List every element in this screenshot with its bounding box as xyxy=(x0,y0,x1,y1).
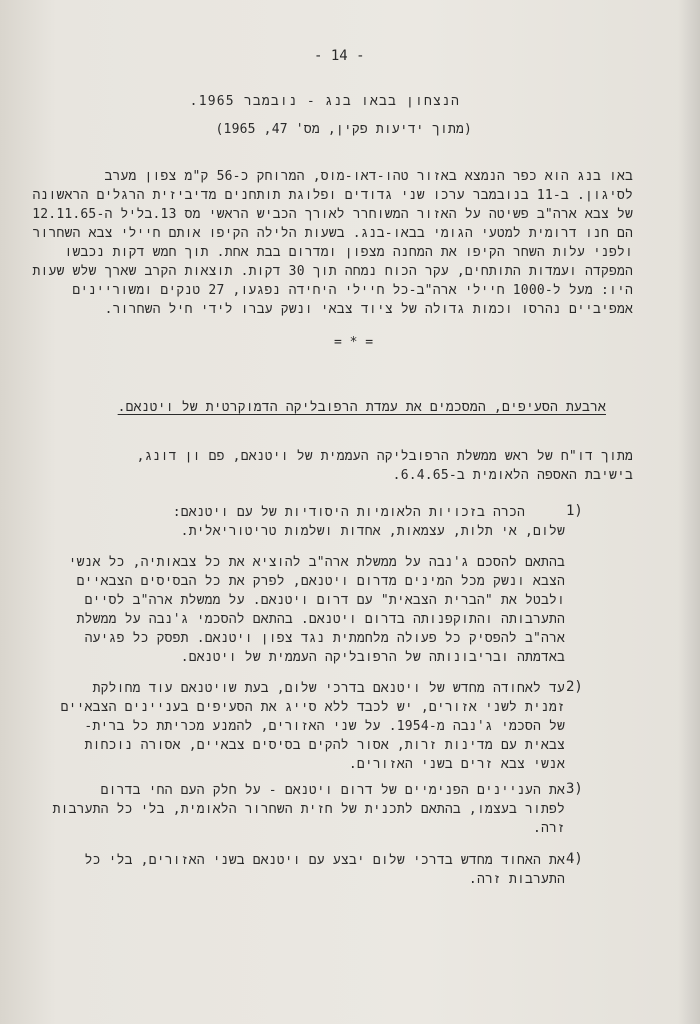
body-line: אמפיביים נהרסו וכמות גדולה של ציוד צבאי ונשק עברו לידי חיל השחרור. xyxy=(104,302,633,317)
point-line: ולבטל את "הברית הצבאית" עם דרום ויטנאם. על ממשלת ארה"ב לסיים xyxy=(84,593,565,608)
point-line: של הסכמי ג'נבה מ-1954. על שני האזורים, להמנע מכריתת כל ברית- xyxy=(84,719,565,734)
body-line: של צבא ארה"ב פשיטה על האזור המשוחרר לאורך הכביש הראשי מס 13.בליל ה-12.11.65 xyxy=(32,207,633,222)
page-shadow xyxy=(678,0,700,1024)
point-number: 1) xyxy=(566,503,583,519)
page-number: - 14 - xyxy=(314,48,365,64)
point-line: את העניינים הפנימיים של דרום ויטנאם - על חלק העם החי בדרום xyxy=(100,783,565,798)
point-line: התערבות זרה. xyxy=(468,872,565,887)
point-line: באדמתה ובריבונותה של הרפובליקה העממית של ויטנאם. xyxy=(180,650,565,665)
point-line: עד לאחודה מחדש של ויטנאם בדרכי שלום, בעת שויטנאם עוד מחולקת xyxy=(92,681,565,696)
point-line: אנשי צבא זרים בשני האזורים. xyxy=(348,757,565,772)
point-line: צבאית עם מדינות זרות, אסור להקים בסיסים צבאיים, אסורה נוכחות xyxy=(84,738,565,753)
intro-line: מתוך דו"ח של ראש ממשלת הרפובליקה העממית של ויטנאם, פם ון דונג, xyxy=(136,449,633,464)
point-line: לפתור בעצמו, בהתאם לתכנית של חזית השחרור הלאומית, בלי כל התערבות xyxy=(52,802,565,817)
body-line: ולפני עלות השחר הקיפו את המחנה מצפון ומדרום בבת אחת. תוך חמש דקות נכבשו xyxy=(64,245,633,260)
point-line: בהתאם להסכם ג'נבה על ממשלת ארה"ב להוציא את כל צבאותיה, כל אנשי xyxy=(68,555,565,570)
point-line: את האחוד מחדש בדרכי שלום יבצע עם ויטנאם בשני האזורים, בלי כל xyxy=(84,853,565,868)
point-number: 4) xyxy=(566,851,583,867)
intro-line: בישיבת האספה הלאומית ב-6.4.65. xyxy=(392,468,633,483)
point-number: 2) xyxy=(566,679,583,695)
body-line: באו בנג הוא כפר הנמצא באזור טהו-דאו-מוס, המרוחק כ-56 ק"מ צפון מערב xyxy=(104,169,633,184)
point-number: 3) xyxy=(566,781,583,797)
point-line: הצבא ונשק מכל המינים מדרום ויטנאם, לפרק את כל הבסיסים הצבאיים xyxy=(76,574,565,589)
point-line: התערבותה והתוקפנותה בדרום ויטנאם. בהתאם להסכמי ג'נבה על ממשלת xyxy=(76,612,565,627)
point-line: הכרה בזכויות הלאומיות היסודיות של עם ויטנאם: xyxy=(172,505,525,520)
body-line: היו: מעל ל-1000 חיילי ארה"ב-כל חיילי היחידה נפגעו, 27 טנקים ומשוריינים xyxy=(72,283,633,298)
body-line: הם חנו דרומית למטעי הגומי בבאו-בנג. בשעות הלילה הקיפו אותם חיילי צבא השחרור xyxy=(32,226,633,241)
article-subtitle: (מתוך ידיעות פקין, מס' 47, 1965) xyxy=(215,122,472,137)
section-title: ארבעת הסעיפים, המסכמים את עמדת הרפובליקה הדמוקרטית של ויטנאם. xyxy=(117,400,606,415)
point-line: שלום, אי תלות, עצמאות, אחדות ושלמות טריטוריאלית. xyxy=(180,524,565,539)
point-line: ארה"ב להפסיק כל פעולה מלחמתית נגד צפון ויטנאם. תפסק כל פגיעה xyxy=(84,631,565,646)
body-line: המפקדה ועמדות התותחים, עקר הכוח נמחה תוך 30 דקות. תוצאות הקרב שארך שלש שעות xyxy=(32,264,633,279)
point-line: זרה. xyxy=(532,821,565,836)
body-line: לסיגון. ב-11 בנובמבר ערכו שני גדודים ופלוגת תותחנים מדיביזית הרגלים הראשונה xyxy=(32,188,633,203)
point-line: זמנית לשני אזורים, יש לכבד ללא סייג את הסעיפים בעניינים הצבאיים xyxy=(60,700,565,715)
separator: = * = xyxy=(334,335,374,350)
article-title: הנצחון בבאו בנג - נובמבר 1965. xyxy=(189,94,460,109)
